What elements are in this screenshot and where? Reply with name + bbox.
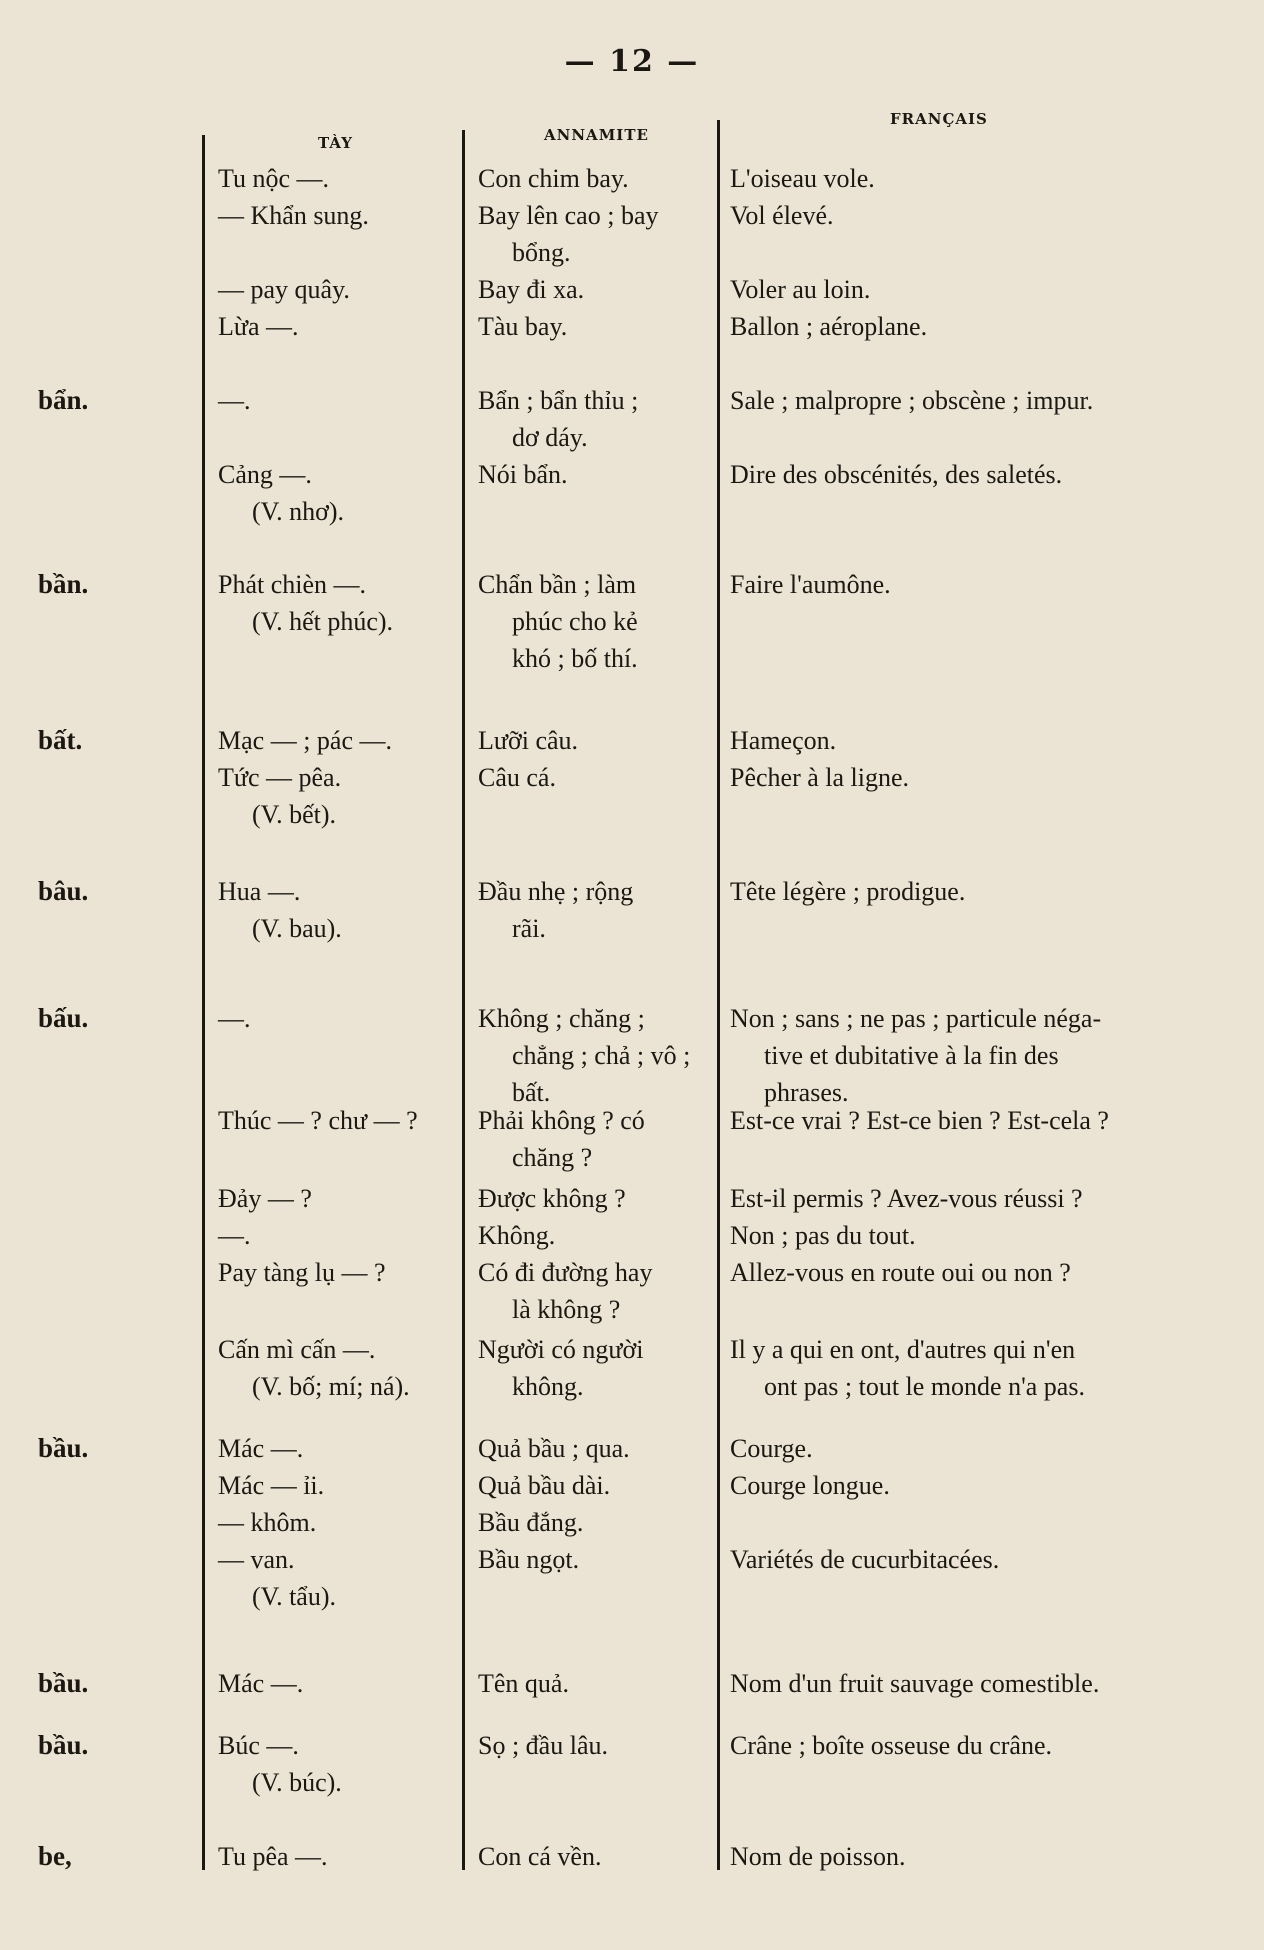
ann-line: Lưỡi câu. <box>478 726 579 755</box>
fr-column-cell <box>730 1000 1101 1111</box>
tay-column-cell <box>218 566 393 640</box>
ann-line: không. <box>512 1372 584 1401</box>
ann-column-cell <box>478 1838 601 1875</box>
tay-column-cell <box>218 382 344 530</box>
ann-column-cell <box>478 873 633 947</box>
tay-line: —. <box>218 1221 251 1250</box>
fr-column-cell <box>730 1727 1052 1764</box>
ann-column-cell <box>478 1102 645 1176</box>
fr-column-cell <box>730 382 1093 493</box>
tay-column-cell <box>218 1102 418 1139</box>
fr-line: Non ; pas du tout. <box>730 1221 916 1250</box>
tay-line: Cấn mì cấn —. <box>218 1335 376 1364</box>
tay-line: — khôm. <box>218 1508 317 1537</box>
ann-line: Bay đi xa. <box>478 275 585 304</box>
ann-line: Tên quả. <box>478 1669 569 1698</box>
ann-line: Câu cá. <box>478 763 556 792</box>
fr-line: Nom d'un fruit sauvage comestible. <box>730 1669 1100 1698</box>
fr-column-cell <box>730 1331 1085 1405</box>
ann-line: Bay lên cao ; bay <box>478 201 659 230</box>
tay-column-cell <box>218 1838 328 1875</box>
column-header-tay: TÀY <box>318 134 353 152</box>
ann-line: bổng. <box>512 238 571 267</box>
tay-line: (V. tẩu). <box>252 1582 337 1611</box>
tay-line: (V. bết). <box>252 800 337 829</box>
headword: bấu. <box>38 1003 89 1033</box>
fr-line: tive et dubitative à la fin des <box>764 1041 1059 1070</box>
tay-column-cell <box>218 1331 410 1405</box>
fr-column-cell <box>730 1180 1083 1291</box>
fr-column-cell <box>730 722 909 796</box>
tay-line: Mác —. <box>218 1669 304 1698</box>
fr-column-cell <box>730 1430 999 1578</box>
tay-line: Pay tàng lụ — ? <box>218 1258 386 1287</box>
fr-line: Allez-vous en route oui ou non ? <box>730 1258 1071 1287</box>
ann-line: phúc cho kẻ <box>512 607 638 636</box>
fr-line: ont pas ; tout le monde n'a pas. <box>764 1372 1085 1401</box>
ann-column-cell <box>478 382 638 493</box>
headword: bẩn. <box>38 385 89 415</box>
ann-line: Được không ? <box>478 1184 626 1213</box>
tay-line: —. <box>218 386 251 415</box>
fr-line: Crâne ; boîte osseuse du crâne. <box>730 1731 1053 1760</box>
fr-line: Est-ce vrai ? Est-ce bien ? Est-cela ? <box>730 1106 1109 1135</box>
ann-line: Phải không ? có <box>478 1106 645 1135</box>
tay-line: Cảng —. <box>218 460 312 489</box>
tay-column-cell <box>218 1000 251 1037</box>
ann-column-cell <box>478 1331 643 1405</box>
ann-line: Bẩn ; bẩn thỉu ; <box>478 386 639 415</box>
tay-column-cell <box>218 1430 336 1615</box>
fr-line <box>730 419 1093 456</box>
fr-line: Courge longue. <box>730 1471 890 1500</box>
fr-line: Est-il permis ? Avez-vous réussi ? <box>730 1184 1083 1213</box>
tay-line: Thúc — ? chư — ? <box>218 1106 418 1135</box>
tay-line: Phát chièn —. <box>218 570 367 599</box>
fr-line: phrases. <box>764 1078 849 1107</box>
tay-column-cell <box>218 1727 342 1801</box>
ann-line: Người có người <box>478 1335 644 1364</box>
tay-line: (V. hết phúc). <box>252 607 394 636</box>
tay-line: Búc —. <box>218 1731 299 1760</box>
headword: bầu. <box>38 1730 89 1760</box>
tay-line: Tu pêa —. <box>218 1842 328 1871</box>
fr-line: Faire l'aumône. <box>730 570 891 599</box>
tay-line: Tức — pêa. <box>218 763 342 792</box>
tay-line: Mác —. <box>218 1434 304 1463</box>
tay-line: (V. bau). <box>252 914 342 943</box>
fr-line: Voler au loin. <box>730 275 871 304</box>
headword: bâu. <box>38 876 89 906</box>
column-header-francais: FRANÇAIS <box>890 110 988 128</box>
tay-line: Mác — ỉi. <box>218 1471 325 1500</box>
fr-line: Vol élevé. <box>730 201 834 230</box>
column-rule-right <box>717 120 720 1870</box>
headword: bần. <box>38 569 89 599</box>
ann-line: khó ; bố thí. <box>512 644 638 673</box>
ann-column-cell <box>478 1727 608 1764</box>
fr-column-cell <box>730 160 927 345</box>
fr-column-cell <box>730 1102 1109 1139</box>
fr-line: Tête légère ; prodigue. <box>730 877 966 906</box>
ann-line: bất. <box>512 1078 551 1107</box>
fr-line: Courge. <box>730 1434 813 1463</box>
tay-line: (V. nhơ). <box>252 497 344 526</box>
tay-line: Lừa —. <box>218 312 299 341</box>
ann-line: chẳng ; chả ; vô ; <box>512 1041 691 1070</box>
ann-line: Nói bẩn. <box>478 460 568 489</box>
fr-column-cell <box>730 873 965 910</box>
fr-line: Ballon ; aéroplane. <box>730 312 928 341</box>
tay-line: —. <box>218 1004 251 1033</box>
ann-line: Con chim bay. <box>478 164 629 193</box>
headword: bầu. <box>38 1433 89 1463</box>
headword: bầu. <box>38 1668 89 1698</box>
fr-line <box>730 1504 999 1541</box>
tay-line: (V. bố; mí; ná). <box>252 1372 410 1401</box>
ann-line: Quả bầu dài. <box>478 1471 611 1500</box>
tay-line: — Khẩn sung. <box>218 201 369 230</box>
fr-column-cell <box>730 1838 906 1875</box>
ann-line: Có đi đường hay <box>478 1258 653 1287</box>
fr-line: Sale ; malpropre ; obscène ; impur. <box>730 386 1094 415</box>
ann-line: là không ? <box>512 1295 621 1324</box>
tay-line: — pay quây. <box>218 275 350 304</box>
ann-line: Đầu nhẹ ; rộng <box>478 877 634 906</box>
ann-line: Chẩn bần ; làm <box>478 570 637 599</box>
page-number: — 12 — <box>564 44 700 79</box>
column-rule-left <box>202 135 205 1870</box>
tay-line: (V. búc). <box>252 1768 342 1797</box>
fr-line: Il y a qui en ont, d'autres qui n'en <box>730 1335 1076 1364</box>
fr-line: Dire des obscénités, des saletés. <box>730 460 1063 489</box>
tay-line: Mạc — ; pác —. <box>218 726 393 755</box>
fr-line: Variétés de cucurbitacées. <box>730 1545 1000 1574</box>
ann-column-cell <box>478 1430 630 1578</box>
ann-line: Con cá vền. <box>478 1842 602 1871</box>
headword: bất. <box>38 725 83 755</box>
tay-column-cell <box>218 1180 386 1291</box>
fr-line: Pêcher à la ligne. <box>730 763 910 792</box>
column-header-annamite: ANNAMITE <box>544 126 649 144</box>
ann-line: Không. <box>478 1221 556 1250</box>
fr-line: Nom de poisson. <box>730 1842 906 1871</box>
tay-line <box>218 234 369 271</box>
ann-line: Sọ ; đầu lâu. <box>478 1731 608 1760</box>
ann-column-cell <box>478 1665 569 1702</box>
ann-line: chăng ? <box>512 1143 593 1172</box>
tay-column-cell <box>218 160 369 345</box>
ann-column-cell <box>478 1000 690 1111</box>
ann-line: Quả bầu ; qua. <box>478 1434 630 1463</box>
ann-line: rãi. <box>512 914 546 943</box>
column-rule-middle <box>462 130 465 1870</box>
ann-line: Bầu ngọt. <box>478 1545 580 1574</box>
ann-line: Tàu bay. <box>478 312 568 341</box>
tay-column-cell <box>218 1665 303 1702</box>
fr-column-cell <box>730 566 891 603</box>
fr-column-cell <box>730 1665 1099 1702</box>
tay-line <box>218 419 344 456</box>
fr-line: Non ; sans ; ne pas ; particule néga- <box>730 1004 1102 1033</box>
tay-line: Đảy — ? <box>218 1184 312 1213</box>
ann-column-cell <box>478 722 578 796</box>
tay-line: Tu nộc —. <box>218 164 330 193</box>
headword: be, <box>38 1841 72 1871</box>
ann-column-cell <box>478 160 659 345</box>
tay-column-cell <box>218 722 392 833</box>
tay-line: — van. <box>218 1545 295 1574</box>
ann-line: dơ dáy. <box>512 423 588 452</box>
tay-column-cell <box>218 873 342 947</box>
tay-line: Hua —. <box>218 877 301 906</box>
fr-line: Hameçon. <box>730 726 837 755</box>
ann-column-cell <box>478 1180 652 1328</box>
ann-column-cell <box>478 566 638 677</box>
ann-line: Không ; chăng ; <box>478 1004 645 1033</box>
fr-line: L'oiseau vole. <box>730 164 875 193</box>
fr-line <box>730 234 927 271</box>
ann-line: Bầu đắng. <box>478 1508 584 1537</box>
